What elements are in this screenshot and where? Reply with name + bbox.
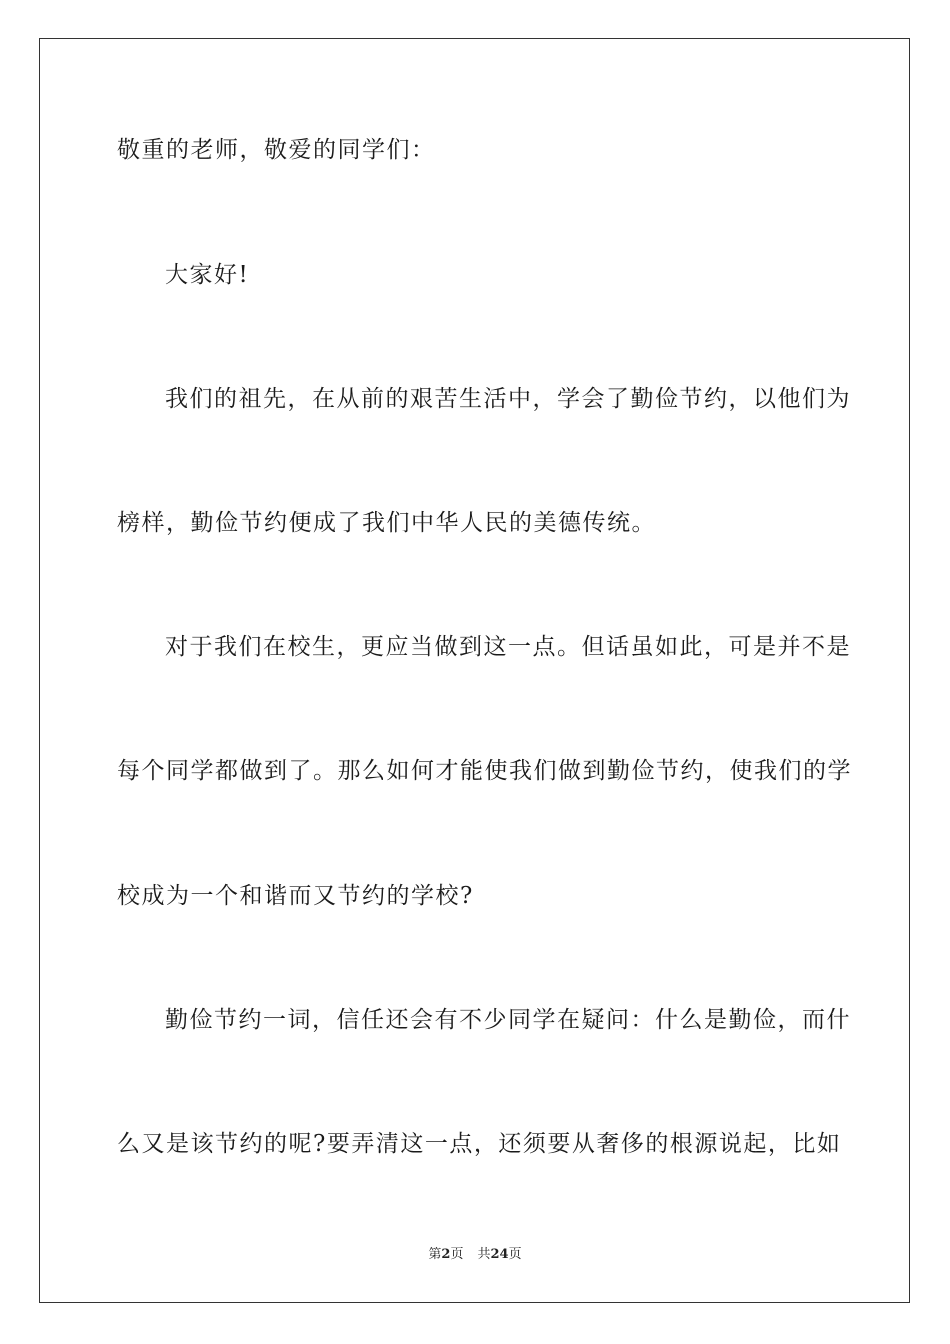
paragraph-1-line-1: 我们的祖先，在从前的艰苦生活中，学会了勤俭节约，以他们为 [165, 386, 851, 412]
paragraph-3-line-2: 么又是该节约的呢?要弄清这一点，还须要从奢侈的根源说起，比如 [117, 1131, 842, 1157]
paragraph-3-line-1: 勤俭节约一词，信任还会有不少同学在疑问：什么是勤俭，而什 [165, 1007, 851, 1033]
paragraph-2-line-3: 校成为一个和谐而又节约的学校? [117, 883, 474, 909]
page-border [39, 38, 910, 1303]
page-number: 2 [441, 1247, 451, 1262]
greeting-line: 大家好! [165, 262, 250, 288]
page-suffix: 页 [450, 1247, 464, 1262]
salutation-line: 敬重的老师，敬爱的同学们： [117, 137, 436, 163]
total-suffix: 页 [508, 1247, 522, 1262]
paragraph-1-line-2: 榜样，勤俭节约便成了我们中华人民的美德传统。 [117, 510, 656, 536]
page-footer [0, 1246, 950, 1264]
total-pages: 24 [490, 1247, 509, 1262]
paragraph-2-line-1: 对于我们在校生，更应当做到这一点。但话虽如此，可是并不是 [165, 634, 851, 660]
total-prefix: 共 [477, 1247, 491, 1262]
page-prefix: 第 [428, 1247, 442, 1262]
paragraph-2-line-2: 每个同学都做到了。那么如何才能使我们做到勤俭节约，使我们的学 [117, 758, 852, 784]
